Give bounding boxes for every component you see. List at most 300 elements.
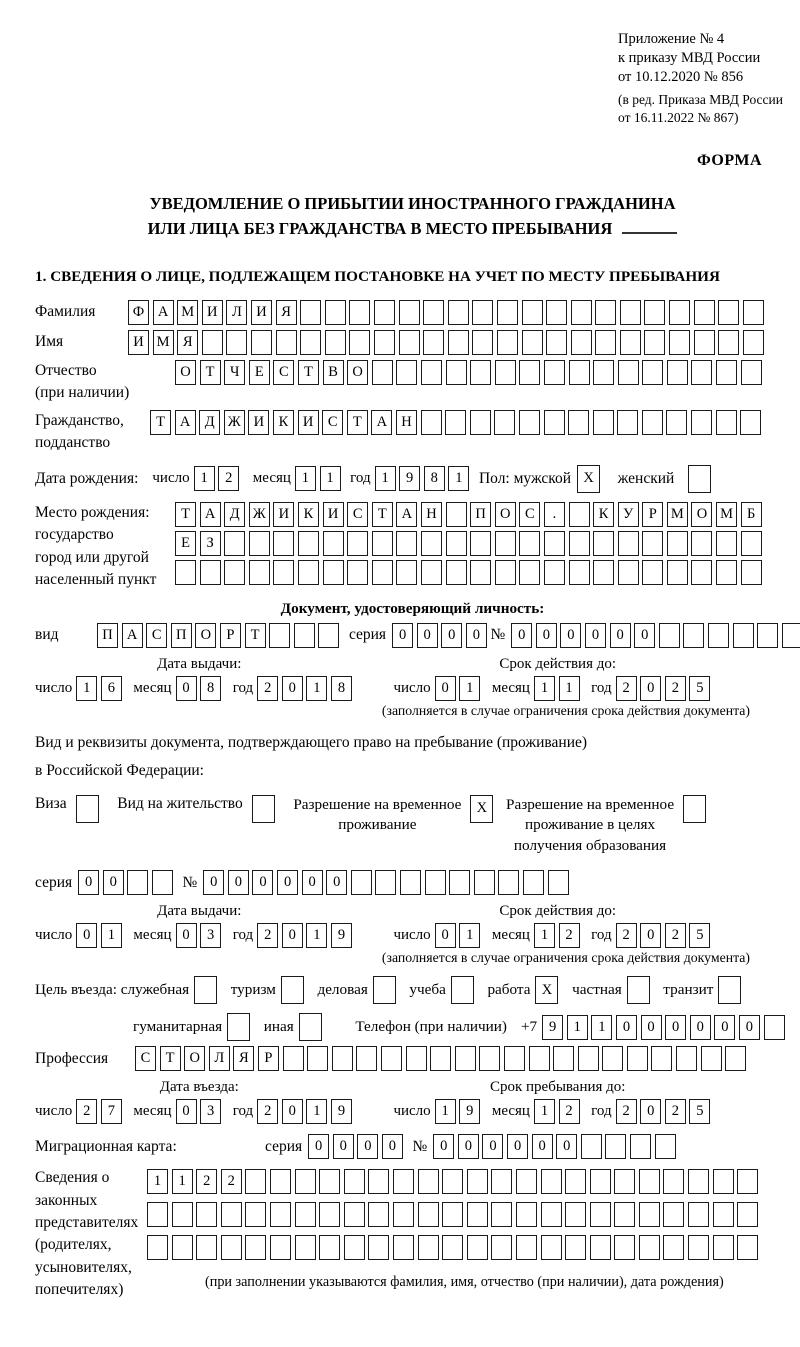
- char-cell[interactable]: 0: [176, 923, 197, 948]
- char-cell[interactable]: [76, 795, 99, 823]
- char-cell[interactable]: Ф: [128, 300, 149, 325]
- char-cell[interactable]: С: [146, 623, 167, 648]
- stay-valid-day-boxes[interactable]: [435, 923, 484, 948]
- char-cell[interactable]: И: [323, 502, 344, 527]
- char-cell[interactable]: [565, 1169, 586, 1194]
- char-cell[interactable]: Ч: [224, 360, 245, 385]
- char-cell[interactable]: [270, 1235, 291, 1260]
- char-cell[interactable]: А: [175, 410, 196, 435]
- char-cell[interactable]: [400, 870, 421, 895]
- char-cell[interactable]: [423, 330, 444, 355]
- char-cell[interactable]: Т: [200, 360, 221, 385]
- char-cell[interactable]: [688, 1235, 709, 1260]
- char-cell[interactable]: [718, 976, 741, 1004]
- char-cell[interactable]: [529, 1046, 550, 1071]
- char-cell[interactable]: [595, 300, 616, 325]
- entry-day-boxes[interactable]: [76, 1099, 125, 1124]
- char-cell[interactable]: [782, 623, 800, 648]
- char-cell[interactable]: 0: [610, 623, 631, 648]
- char-cell[interactable]: [642, 560, 663, 585]
- char-cell[interactable]: [741, 360, 762, 385]
- char-cell[interactable]: О: [347, 360, 368, 385]
- char-cell[interactable]: [569, 502, 590, 527]
- char-cell[interactable]: [713, 1235, 734, 1260]
- char-cell[interactable]: Ж: [224, 410, 245, 435]
- char-cell[interactable]: 0: [585, 623, 606, 648]
- char-cell[interactable]: [221, 1202, 242, 1227]
- temp-residence-checkbox[interactable]: [470, 795, 497, 823]
- char-cell[interactable]: 0: [302, 870, 323, 895]
- char-cell[interactable]: 5: [689, 1099, 710, 1124]
- char-cell[interactable]: [516, 1169, 537, 1194]
- char-cell[interactable]: [666, 410, 687, 435]
- char-cell[interactable]: [467, 1235, 488, 1260]
- char-cell[interactable]: Н: [396, 410, 417, 435]
- char-cell[interactable]: [716, 560, 737, 585]
- char-cell[interactable]: Д: [199, 410, 220, 435]
- char-cell[interactable]: Б: [741, 502, 762, 527]
- purpose-study-checkbox[interactable]: [451, 976, 478, 1004]
- char-cell[interactable]: Л: [209, 1046, 230, 1071]
- char-cell[interactable]: [553, 1046, 574, 1071]
- char-cell[interactable]: X: [577, 465, 600, 493]
- char-cell[interactable]: 2: [616, 676, 637, 701]
- char-cell[interactable]: X: [535, 976, 558, 1004]
- char-cell[interactable]: 1: [306, 676, 327, 701]
- char-cell[interactable]: 1: [76, 676, 97, 701]
- char-cell[interactable]: [418, 1202, 439, 1227]
- char-cell[interactable]: [298, 560, 319, 585]
- char-cell[interactable]: 0: [435, 676, 456, 701]
- char-cell[interactable]: [270, 1202, 291, 1227]
- char-cell[interactable]: [221, 1235, 242, 1260]
- char-cell[interactable]: [470, 560, 491, 585]
- char-cell[interactable]: [614, 1202, 635, 1227]
- char-cell[interactable]: [667, 531, 688, 556]
- stay-issue-year-boxes[interactable]: [257, 923, 355, 948]
- char-cell[interactable]: [245, 1169, 266, 1194]
- char-cell[interactable]: 2: [218, 466, 239, 491]
- char-cell[interactable]: Т: [175, 502, 196, 527]
- char-cell[interactable]: [581, 1134, 602, 1159]
- char-cell[interactable]: [491, 1235, 512, 1260]
- char-cell[interactable]: [642, 531, 663, 556]
- char-cell[interactable]: [399, 330, 420, 355]
- char-cell[interactable]: [467, 1169, 488, 1194]
- char-cell[interactable]: [421, 531, 442, 556]
- stay-series-boxes[interactable]: [78, 870, 176, 895]
- char-cell[interactable]: 3: [200, 1099, 221, 1124]
- char-cell[interactable]: 1: [306, 923, 327, 948]
- char-cell[interactable]: 8: [331, 676, 352, 701]
- char-cell[interactable]: [663, 1169, 684, 1194]
- char-cell[interactable]: [595, 330, 616, 355]
- char-cell[interactable]: 0: [326, 870, 347, 895]
- char-cell[interactable]: 0: [417, 623, 438, 648]
- char-cell[interactable]: [356, 1046, 377, 1071]
- char-cell[interactable]: 9: [331, 1099, 352, 1124]
- char-cell[interactable]: [498, 870, 519, 895]
- char-cell[interactable]: [448, 300, 469, 325]
- char-cell[interactable]: [467, 1202, 488, 1227]
- char-cell[interactable]: [602, 1046, 623, 1071]
- char-cell[interactable]: [504, 1046, 525, 1071]
- citizenship-boxes[interactable]: [150, 410, 765, 435]
- char-cell[interactable]: [743, 330, 764, 355]
- char-cell[interactable]: [175, 560, 196, 585]
- char-cell[interactable]: [172, 1235, 193, 1260]
- char-cell[interactable]: 2: [76, 1099, 97, 1124]
- char-cell[interactable]: [544, 531, 565, 556]
- char-cell[interactable]: [276, 330, 297, 355]
- char-cell[interactable]: [630, 1134, 651, 1159]
- char-cell[interactable]: П: [470, 502, 491, 527]
- char-cell[interactable]: 0: [176, 676, 197, 701]
- char-cell[interactable]: [430, 1046, 451, 1071]
- char-cell[interactable]: [399, 300, 420, 325]
- char-cell[interactable]: [544, 360, 565, 385]
- char-cell[interactable]: 1: [559, 676, 580, 701]
- representatives-boxes-row2[interactable]: [147, 1202, 762, 1227]
- char-cell[interactable]: И: [298, 410, 319, 435]
- char-cell[interactable]: [757, 623, 778, 648]
- patronymic-boxes[interactable]: [175, 360, 765, 385]
- char-cell[interactable]: [472, 330, 493, 355]
- char-cell[interactable]: [423, 300, 444, 325]
- char-cell[interactable]: 0: [382, 1134, 403, 1159]
- stay-number-boxes[interactable]: [203, 870, 572, 895]
- char-cell[interactable]: [516, 1202, 537, 1227]
- char-cell[interactable]: И: [251, 300, 272, 325]
- char-cell[interactable]: 0: [282, 1099, 303, 1124]
- char-cell[interactable]: 0: [634, 623, 655, 648]
- char-cell[interactable]: 1: [448, 466, 469, 491]
- char-cell[interactable]: 9: [459, 1099, 480, 1124]
- char-cell[interactable]: 0: [640, 676, 661, 701]
- char-cell[interactable]: [691, 360, 712, 385]
- char-cell[interactable]: 0: [560, 623, 581, 648]
- char-cell[interactable]: Т: [372, 502, 393, 527]
- char-cell[interactable]: [349, 300, 370, 325]
- char-cell[interactable]: [152, 870, 173, 895]
- char-cell[interactable]: [442, 1235, 463, 1260]
- char-cell[interactable]: [374, 330, 395, 355]
- char-cell[interactable]: 6: [101, 676, 122, 701]
- char-cell[interactable]: [351, 870, 372, 895]
- char-cell[interactable]: И: [202, 300, 223, 325]
- char-cell[interactable]: [614, 1169, 635, 1194]
- char-cell[interactable]: [644, 300, 665, 325]
- char-cell[interactable]: [347, 531, 368, 556]
- char-cell[interactable]: [347, 560, 368, 585]
- char-cell[interactable]: 5: [689, 923, 710, 948]
- char-cell[interactable]: [251, 330, 272, 355]
- char-cell[interactable]: [708, 623, 729, 648]
- char-cell[interactable]: М: [153, 330, 174, 355]
- birthplace-boxes-row3[interactable]: [175, 560, 765, 585]
- char-cell[interactable]: [740, 410, 761, 435]
- char-cell[interactable]: А: [200, 502, 221, 527]
- char-cell[interactable]: 0: [640, 1099, 661, 1124]
- char-cell[interactable]: [571, 300, 592, 325]
- char-cell[interactable]: 1: [172, 1169, 193, 1194]
- char-cell[interactable]: [718, 330, 739, 355]
- char-cell[interactable]: Я: [177, 330, 198, 355]
- char-cell[interactable]: [446, 502, 467, 527]
- char-cell[interactable]: [713, 1202, 734, 1227]
- char-cell[interactable]: [495, 531, 516, 556]
- char-cell[interactable]: 0: [482, 1134, 503, 1159]
- char-cell[interactable]: Т: [245, 623, 266, 648]
- char-cell[interactable]: [147, 1202, 168, 1227]
- char-cell[interactable]: [669, 330, 690, 355]
- char-cell[interactable]: [743, 300, 764, 325]
- birthplace-boxes-row2[interactable]: [175, 531, 765, 556]
- char-cell[interactable]: О: [495, 502, 516, 527]
- char-cell[interactable]: [252, 795, 275, 823]
- char-cell[interactable]: [295, 1169, 316, 1194]
- char-cell[interactable]: [495, 360, 516, 385]
- doc-number-boxes[interactable]: [511, 623, 800, 648]
- char-cell[interactable]: 1: [534, 676, 555, 701]
- char-cell[interactable]: [546, 300, 567, 325]
- char-cell[interactable]: 0: [739, 1015, 760, 1040]
- char-cell[interactable]: [618, 531, 639, 556]
- char-cell[interactable]: [295, 1235, 316, 1260]
- char-cell[interactable]: [620, 330, 641, 355]
- purpose-other-checkbox[interactable]: [299, 1013, 326, 1041]
- char-cell[interactable]: [694, 330, 715, 355]
- char-cell[interactable]: [344, 1202, 365, 1227]
- char-cell[interactable]: Е: [175, 531, 196, 556]
- char-cell[interactable]: [472, 300, 493, 325]
- char-cell[interactable]: [605, 1134, 626, 1159]
- char-cell[interactable]: Р: [642, 502, 663, 527]
- char-cell[interactable]: [569, 360, 590, 385]
- char-cell[interactable]: [694, 300, 715, 325]
- char-cell[interactable]: [446, 560, 467, 585]
- char-cell[interactable]: А: [371, 410, 392, 435]
- char-cell[interactable]: Я: [276, 300, 297, 325]
- char-cell[interactable]: [332, 1046, 353, 1071]
- char-cell[interactable]: В: [323, 360, 344, 385]
- char-cell[interactable]: [273, 560, 294, 585]
- char-cell[interactable]: Е: [249, 360, 270, 385]
- char-cell[interactable]: Т: [150, 410, 171, 435]
- char-cell[interactable]: [688, 1169, 709, 1194]
- char-cell[interactable]: [494, 410, 515, 435]
- char-cell[interactable]: [470, 410, 491, 435]
- char-cell[interactable]: 1: [591, 1015, 612, 1040]
- char-cell[interactable]: [659, 623, 680, 648]
- doc-issue-year-boxes[interactable]: [257, 676, 355, 701]
- char-cell[interactable]: [737, 1235, 758, 1260]
- char-cell[interactable]: [393, 1202, 414, 1227]
- char-cell[interactable]: 9: [542, 1015, 563, 1040]
- char-cell[interactable]: [368, 1169, 389, 1194]
- char-cell[interactable]: 1: [101, 923, 122, 948]
- char-cell[interactable]: [688, 465, 711, 493]
- char-cell[interactable]: [368, 1235, 389, 1260]
- char-cell[interactable]: И: [248, 410, 269, 435]
- char-cell[interactable]: [593, 531, 614, 556]
- residence-permit-checkbox[interactable]: [252, 795, 279, 823]
- char-cell[interactable]: [497, 300, 518, 325]
- char-cell[interactable]: [642, 410, 663, 435]
- char-cell[interactable]: 0: [466, 623, 487, 648]
- char-cell[interactable]: Т: [347, 410, 368, 435]
- char-cell[interactable]: П: [97, 623, 118, 648]
- char-cell[interactable]: [446, 360, 467, 385]
- char-cell[interactable]: [667, 560, 688, 585]
- stay-until-day-boxes[interactable]: [435, 1099, 484, 1124]
- char-cell[interactable]: [569, 560, 590, 585]
- purpose-private-checkbox[interactable]: [627, 976, 654, 1004]
- char-cell[interactable]: 2: [196, 1169, 217, 1194]
- char-cell[interactable]: [127, 870, 148, 895]
- char-cell[interactable]: [716, 531, 737, 556]
- char-cell[interactable]: [571, 330, 592, 355]
- char-cell[interactable]: 1: [147, 1169, 168, 1194]
- surname-boxes[interactable]: [128, 300, 767, 325]
- doc-valid-month-boxes[interactable]: [534, 676, 583, 701]
- char-cell[interactable]: [516, 1235, 537, 1260]
- char-cell[interactable]: [373, 976, 396, 1004]
- char-cell[interactable]: [449, 870, 470, 895]
- char-cell[interactable]: [701, 1046, 722, 1071]
- char-cell[interactable]: [541, 1202, 562, 1227]
- char-cell[interactable]: 1: [295, 466, 316, 491]
- purpose-humanitarian-checkbox[interactable]: [227, 1013, 254, 1041]
- char-cell[interactable]: 9: [399, 466, 420, 491]
- purpose-business-checkbox[interactable]: [373, 976, 400, 1004]
- char-cell[interactable]: 0: [282, 923, 303, 948]
- char-cell[interactable]: 1: [534, 923, 555, 948]
- char-cell[interactable]: [546, 330, 567, 355]
- char-cell[interactable]: [455, 1046, 476, 1071]
- char-cell[interactable]: [269, 623, 290, 648]
- char-cell[interactable]: 2: [665, 676, 686, 701]
- char-cell[interactable]: У: [618, 502, 639, 527]
- char-cell[interactable]: [375, 870, 396, 895]
- char-cell[interactable]: [283, 1046, 304, 1071]
- char-cell[interactable]: 0: [556, 1134, 577, 1159]
- char-cell[interactable]: [381, 1046, 402, 1071]
- char-cell[interactable]: 1: [567, 1015, 588, 1040]
- representatives-boxes-row1[interactable]: [147, 1169, 762, 1194]
- char-cell[interactable]: [319, 1169, 340, 1194]
- char-cell[interactable]: [667, 360, 688, 385]
- char-cell[interactable]: [202, 330, 223, 355]
- char-cell[interactable]: [627, 1046, 648, 1071]
- char-cell[interactable]: 2: [257, 1099, 278, 1124]
- char-cell[interactable]: [421, 410, 442, 435]
- char-cell[interactable]: [442, 1169, 463, 1194]
- char-cell[interactable]: [418, 1169, 439, 1194]
- sex-female-checkbox[interactable]: [688, 465, 715, 493]
- char-cell[interactable]: [442, 1202, 463, 1227]
- char-cell[interactable]: А: [122, 623, 143, 648]
- char-cell[interactable]: К: [273, 410, 294, 435]
- char-cell[interactable]: [393, 1169, 414, 1194]
- char-cell[interactable]: [300, 300, 321, 325]
- char-cell[interactable]: Я: [233, 1046, 254, 1071]
- birth-year-boxes[interactable]: [375, 466, 473, 491]
- entry-year-boxes[interactable]: [257, 1099, 355, 1124]
- edu-residence-checkbox[interactable]: [683, 795, 710, 823]
- char-cell[interactable]: [718, 300, 739, 325]
- char-cell[interactable]: [669, 300, 690, 325]
- char-cell[interactable]: [593, 360, 614, 385]
- char-cell[interactable]: [299, 1013, 322, 1041]
- migration-number-boxes[interactable]: [433, 1134, 679, 1159]
- char-cell[interactable]: 1: [194, 466, 215, 491]
- char-cell[interactable]: [300, 330, 321, 355]
- purpose-tourism-checkbox[interactable]: [281, 976, 308, 1004]
- char-cell[interactable]: М: [716, 502, 737, 527]
- char-cell[interactable]: [374, 300, 395, 325]
- char-cell[interactable]: [349, 330, 370, 355]
- char-cell[interactable]: [737, 1202, 758, 1227]
- char-cell[interactable]: [541, 1169, 562, 1194]
- char-cell[interactable]: [497, 330, 518, 355]
- char-cell[interactable]: [590, 1235, 611, 1260]
- char-cell[interactable]: [445, 410, 466, 435]
- doc-valid-day-boxes[interactable]: [435, 676, 484, 701]
- doc-type-boxes[interactable]: [97, 623, 343, 648]
- char-cell[interactable]: 2: [665, 923, 686, 948]
- char-cell[interactable]: [421, 560, 442, 585]
- char-cell[interactable]: [318, 623, 339, 648]
- char-cell[interactable]: 0: [532, 1134, 553, 1159]
- char-cell[interactable]: 2: [559, 1099, 580, 1124]
- char-cell[interactable]: [617, 410, 638, 435]
- char-cell[interactable]: [522, 300, 543, 325]
- char-cell[interactable]: .: [544, 502, 565, 527]
- char-cell[interactable]: [307, 1046, 328, 1071]
- char-cell[interactable]: 0: [641, 1015, 662, 1040]
- char-cell[interactable]: [541, 1235, 562, 1260]
- char-cell[interactable]: [691, 531, 712, 556]
- char-cell[interactable]: [688, 1202, 709, 1227]
- char-cell[interactable]: 0: [282, 676, 303, 701]
- char-cell[interactable]: [196, 1202, 217, 1227]
- char-cell[interactable]: С: [519, 502, 540, 527]
- stay-issue-month-boxes[interactable]: [176, 923, 225, 948]
- char-cell[interactable]: 0: [228, 870, 249, 895]
- char-cell[interactable]: [474, 870, 495, 895]
- char-cell[interactable]: 1: [459, 923, 480, 948]
- char-cell[interactable]: М: [667, 502, 688, 527]
- char-cell[interactable]: 0: [511, 623, 532, 648]
- char-cell[interactable]: О: [195, 623, 216, 648]
- purpose-work-checkbox[interactable]: [535, 976, 562, 1004]
- char-cell[interactable]: [716, 360, 737, 385]
- char-cell[interactable]: [372, 360, 393, 385]
- char-cell[interactable]: [396, 360, 417, 385]
- char-cell[interactable]: [224, 560, 245, 585]
- char-cell[interactable]: [325, 300, 346, 325]
- char-cell[interactable]: [298, 531, 319, 556]
- char-cell[interactable]: [544, 560, 565, 585]
- profession-boxes[interactable]: [135, 1046, 750, 1071]
- char-cell[interactable]: [425, 870, 446, 895]
- doc-series-boxes[interactable]: [392, 623, 490, 648]
- char-cell[interactable]: [196, 1235, 217, 1260]
- char-cell[interactable]: 2: [616, 923, 637, 948]
- char-cell[interactable]: [565, 1235, 586, 1260]
- char-cell[interactable]: [470, 531, 491, 556]
